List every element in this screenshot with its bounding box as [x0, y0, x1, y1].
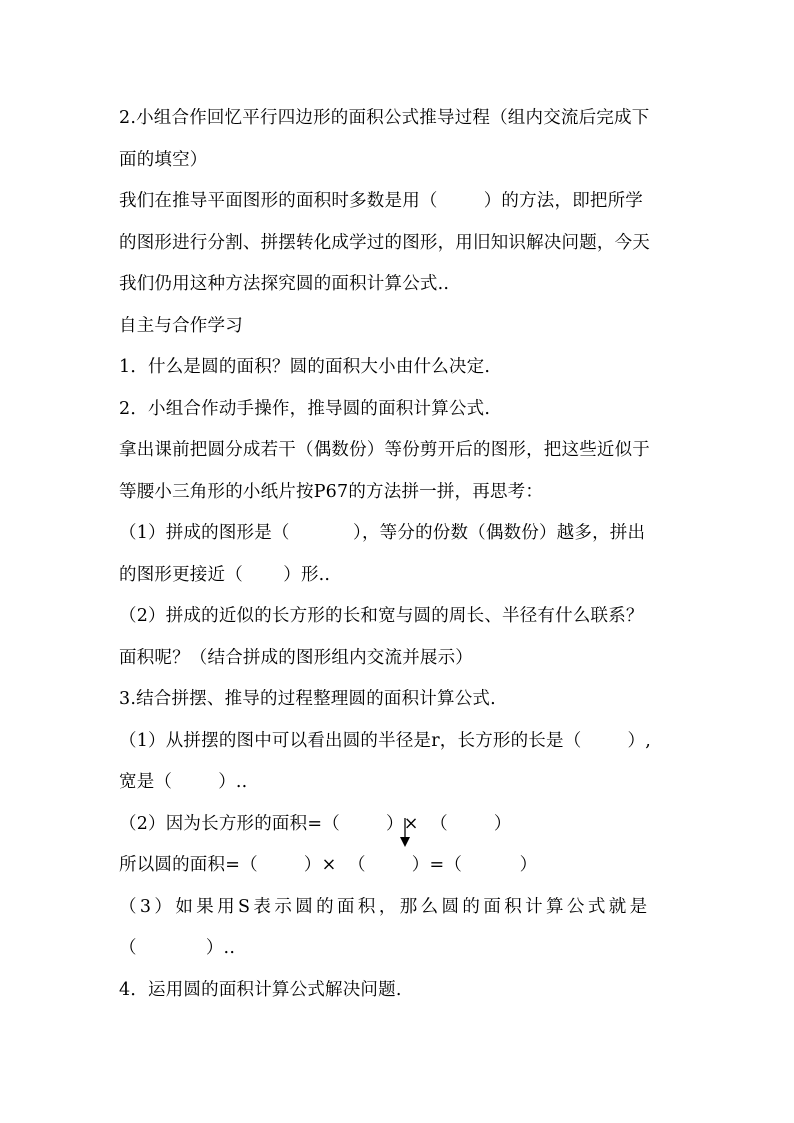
section-heading: 自主与合作学习 [119, 316, 243, 336]
question-2: 2．小组合作动手操作，推导圆的面积计算公式. [119, 399, 491, 419]
text-line-14: 面积呢？（结合拼成的图形组内交流并展示） [119, 648, 473, 668]
text-line-2: 面的填空） [119, 150, 208, 170]
fill-in-3-3: （3）如果用S表示圆的面积，那么圆的面积计算公式就是 [119, 897, 651, 917]
text-line-3: 我们在推导平面图形的面积时多数是用（ ）的方法，即把所学 [119, 191, 643, 211]
text-line-9: 拿出课前把圆分成若干（偶数份）等份剪开后的图形，把这些近似于 [119, 440, 650, 460]
text-line-5: 我们仍用这种方法探究圆的面积计算公式.. [119, 274, 450, 294]
text-line-1: 2.小组合作回忆平行四边形的面积公式推导过程（组内交流后完成下 [119, 108, 650, 128]
text-line-17: 宽是（ ）.. [119, 772, 248, 792]
fill-in-2: （2）拼成的近似的长方形的长和宽与圆的周长、半径有什么联系？ [119, 606, 644, 626]
text-line-21: （ ）.. [119, 938, 236, 958]
text-line-4: 的图形进行分割、拼摆转化成学过的图形，用旧知识解决问题，今天 [119, 233, 650, 253]
fill-in-1: （1）拼成的图形是（ ），等分的份数（偶数份）越多，拼出 [119, 523, 646, 543]
question-1: 1．什么是圆的面积？圆的面积大小由什么决定. [119, 357, 491, 377]
text-line-19: 所以圆的面积=（ ）× （ ）=（ ） [119, 855, 538, 875]
text-line-10: 等腰小三角形的小纸片按P67的方法拼一拼，再思考： [119, 482, 544, 502]
question-4: 4．运用圆的面积计算公式解决问题. [119, 980, 402, 1000]
down-arrow-icon [398, 818, 412, 848]
question-3: 3.结合拼摆、推导的过程整理圆的面积计算公式. [119, 689, 496, 709]
fill-in-3-2: （2）因为长方形的面积=（ ）× （ ） [119, 814, 512, 834]
text-line-12: 的图形更接近（ ）形.. [119, 565, 331, 585]
fill-in-3-1: （1）从拼摆的图中可以看出圆的半径是r，长方形的长是（ ）, [119, 731, 651, 751]
